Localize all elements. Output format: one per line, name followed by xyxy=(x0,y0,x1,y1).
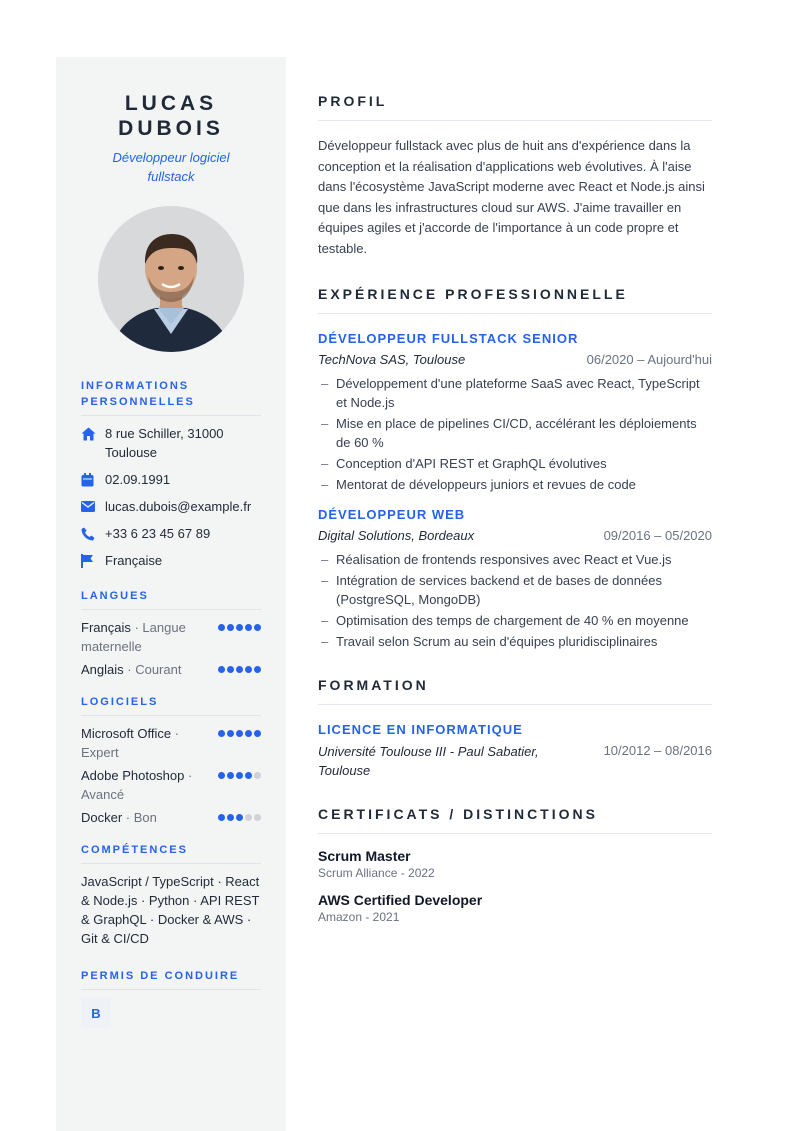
certificate-title: Scrum Master xyxy=(318,847,411,864)
experience-section xyxy=(318,284,712,651)
profile-heading: PROFIL xyxy=(318,91,712,121)
rating-dot-filled xyxy=(227,624,234,631)
software-label: Docker · Bon xyxy=(81,810,157,825)
education-dates: 10/2012 – 08/2016 xyxy=(603,742,712,758)
software-row xyxy=(81,766,261,804)
software-name: Adobe Photoshop xyxy=(81,768,185,783)
info-nationality xyxy=(81,551,261,570)
language-name: Français xyxy=(81,620,131,635)
flag-icon xyxy=(81,551,97,570)
education-meta xyxy=(318,742,712,780)
language-row xyxy=(81,660,261,679)
rating-dots xyxy=(218,666,261,673)
education-school: Université Toulouse III - Paul Sabatier, Toulouse xyxy=(318,743,539,778)
sidebar xyxy=(56,57,286,1131)
job-bullet: – Optimisation des temps de chargement de 40 % en moyenne xyxy=(321,612,689,628)
rating-dot-empty xyxy=(254,772,261,779)
name-block xyxy=(56,91,286,186)
software-level: Bon xyxy=(133,810,157,825)
info-email xyxy=(81,497,261,516)
job-bullet: – Intégration de services backend et de bases de données (PostgreSQL, MongoDB) xyxy=(318,571,712,609)
job-bullets xyxy=(318,550,712,651)
job-title: Développeur logiciel fullstack xyxy=(112,150,230,184)
certificates-section xyxy=(318,804,712,925)
job-meta xyxy=(318,351,712,369)
software-label: Microsoft Office · Expert xyxy=(81,726,180,760)
software-name: Microsoft Office xyxy=(81,726,172,741)
rating-dot-filled xyxy=(236,730,243,737)
license-heading: PERMIS DE CONDUIRE xyxy=(81,968,261,990)
rating-dots xyxy=(218,730,261,737)
rating-dot-empty xyxy=(254,814,261,821)
rating-dot-filled xyxy=(218,730,225,737)
certificate-issuer: Amazon - 2021 xyxy=(318,909,400,924)
job-bullet-text: Mise en place de pipelines CI/CD, accélérant les déploiements de 60 % xyxy=(336,415,697,450)
software-row xyxy=(81,724,261,762)
rating-dot-filled xyxy=(218,772,225,779)
rating-dot-filled xyxy=(236,666,243,673)
job-role: DÉVELOPPEUR FULLSTACK SENIOR xyxy=(318,330,579,346)
info-birthdate-text: 02.09.1991 xyxy=(105,472,171,487)
first-name: LUCAS xyxy=(124,92,218,115)
job-bullet-text: Réalisation de frontends responsives avec React et Vue.js xyxy=(336,551,672,567)
job-bullet: – Mise en place de pipelines CI/CD, accélérant les déploiements de 60 % xyxy=(318,414,712,452)
main-content xyxy=(318,57,712,925)
rating-dot-filled xyxy=(254,666,261,673)
language-label: Français · Langue maternelle xyxy=(81,620,186,654)
certificate-title: AWS Certified Developer xyxy=(318,891,483,908)
job-bullet: – Travail selon Scrum au sein d'équipes pluridisciplinaires xyxy=(321,633,658,649)
rating-dot-filled xyxy=(218,624,225,631)
language-name: Anglais xyxy=(81,662,124,677)
info-phone-text: +33 6 23 45 67 89 xyxy=(105,526,211,541)
job-bullet-text: Développement d'une plateforme SaaS avec React, TypeScript et Node.js xyxy=(336,375,700,410)
education-entry xyxy=(318,721,712,780)
info-address xyxy=(81,424,261,462)
skills-text: JavaScript / TypeScript · React & Node.js · Python · API REST & GraphQL · Docker & AWS · Git & CI/CD xyxy=(81,874,260,946)
job-company: TechNova SAS, Toulouse xyxy=(318,351,466,367)
home-icon xyxy=(81,424,97,443)
profile-text: Développeur fullstack avec plus de huit ans d'expérience dans la conception et la réalisation d'applications web évolutives. À l'aise dans l'écosystème JavaScript moderne avec React et Node.js ainsi que dans les infrastructures cloud sur AWS. J'aime travailler en équipes agiles et j'accorde de l'importance à un code propre et testable. xyxy=(318,138,705,256)
job-meta xyxy=(318,527,712,545)
rating-dot-filled xyxy=(254,730,261,737)
info-phone xyxy=(81,524,261,543)
rating-dots xyxy=(218,624,261,631)
job-entry xyxy=(318,506,712,651)
job-company: Digital Solutions, Bordeaux xyxy=(318,527,475,543)
job-bullet: – Réalisation de frontends responsives avec React et Vue.js xyxy=(321,551,672,567)
job-bullet-text: Optimisation des temps de chargement de 40 % en moyenne xyxy=(336,612,689,628)
license-badge: B xyxy=(81,998,111,1028)
software-label: Adobe Photoshop · Avancé xyxy=(81,768,193,802)
software-section xyxy=(81,694,261,827)
last-name: DUBOIS xyxy=(118,117,224,140)
education-section xyxy=(318,675,712,780)
rating-dot-filled xyxy=(254,624,261,631)
job-bullet-text: Mentorat de développeurs juniors et revues de code xyxy=(336,476,636,492)
rating-dot-filled xyxy=(227,814,234,821)
certificate-entry xyxy=(318,891,712,925)
envelope-icon xyxy=(81,497,97,516)
job-bullet-text: Intégration de services backend et de bases de données (PostgreSQL, MongoDB) xyxy=(336,572,662,607)
job-bullet: – Développement d'une plateforme SaaS avec React, TypeScript et Node.js xyxy=(318,374,712,412)
rating-dots xyxy=(218,814,261,821)
rating-dot-filled xyxy=(245,772,252,779)
rating-dot-filled xyxy=(236,772,243,779)
rating-dot-filled xyxy=(227,730,234,737)
rating-dot-filled xyxy=(227,666,234,673)
language-label: Anglais · Courant xyxy=(81,662,182,677)
skills-heading: COMPÉTENCES xyxy=(81,842,261,864)
job-bullet: – Mentorat de développeurs juniors et revues de code xyxy=(321,476,636,492)
job-bullet-text: Travail selon Scrum au sein d'équipes pluridisciplinaires xyxy=(336,633,658,649)
rating-dot-filled xyxy=(227,772,234,779)
personal-info-section xyxy=(81,378,261,570)
education-degree: LICENCE EN INFORMATIQUE xyxy=(318,721,523,737)
software-row xyxy=(81,808,261,827)
info-email-text: lucas.dubois@example.fr xyxy=(105,499,252,514)
language-level: Langue maternelle xyxy=(81,620,186,654)
rating-dot-filled xyxy=(218,666,225,673)
rating-dot-filled xyxy=(236,814,243,821)
license-section xyxy=(81,968,261,1028)
rating-dot-filled xyxy=(245,624,252,631)
languages-section xyxy=(81,588,261,679)
job-dates: 09/2016 – 05/2020 xyxy=(603,527,712,543)
rating-dot-filled xyxy=(218,814,225,821)
phone-icon xyxy=(81,524,97,543)
job-bullets xyxy=(318,374,712,494)
rating-dots xyxy=(218,772,261,779)
calendar-icon xyxy=(81,470,97,489)
software-heading: LOGICIELS xyxy=(81,694,261,716)
rating-dot-filled xyxy=(245,730,252,737)
rating-dot-empty xyxy=(245,814,252,821)
software-level: Expert xyxy=(81,745,119,760)
job-bullet-text: Conception d'API REST et GraphQL évolutives xyxy=(336,455,607,471)
rating-dot-filled xyxy=(236,624,243,631)
job-bullet: – Conception d'API REST et GraphQL évolutives xyxy=(321,455,607,471)
experience-heading: EXPÉRIENCE PROFESSIONNELLE xyxy=(318,284,712,314)
info-address-text: 8 rue Schiller, 31000 Toulouse xyxy=(105,426,224,460)
photo-wrap xyxy=(56,206,286,352)
job-role: DÉVELOPPEUR WEB xyxy=(318,506,466,522)
certificate-issuer: Scrum Alliance - 2022 xyxy=(318,865,435,880)
info-birthdate xyxy=(81,470,261,489)
rating-dot-filled xyxy=(245,666,252,673)
languages-heading: LANGUES xyxy=(81,588,261,610)
profile-photo xyxy=(98,206,244,352)
education-heading: FORMATION xyxy=(318,675,712,705)
language-row xyxy=(81,618,261,656)
profile-section xyxy=(318,91,712,260)
certificates-heading: CERTIFICATS / DISTINCTIONS xyxy=(318,804,712,834)
job-dates: 06/2020 – Aujourd'hui xyxy=(586,351,712,367)
software-name: Docker xyxy=(81,810,123,825)
certificate-entry xyxy=(318,847,712,881)
personal-info-heading: INFORMATIONS PERSONNELLES xyxy=(81,378,261,416)
info-nationality-text: Française xyxy=(105,553,163,568)
skills-section xyxy=(81,842,261,948)
language-level: Courant xyxy=(135,662,182,677)
software-level: Avancé xyxy=(81,787,125,802)
job-entry xyxy=(318,330,712,494)
portrait-illustration xyxy=(98,206,244,352)
